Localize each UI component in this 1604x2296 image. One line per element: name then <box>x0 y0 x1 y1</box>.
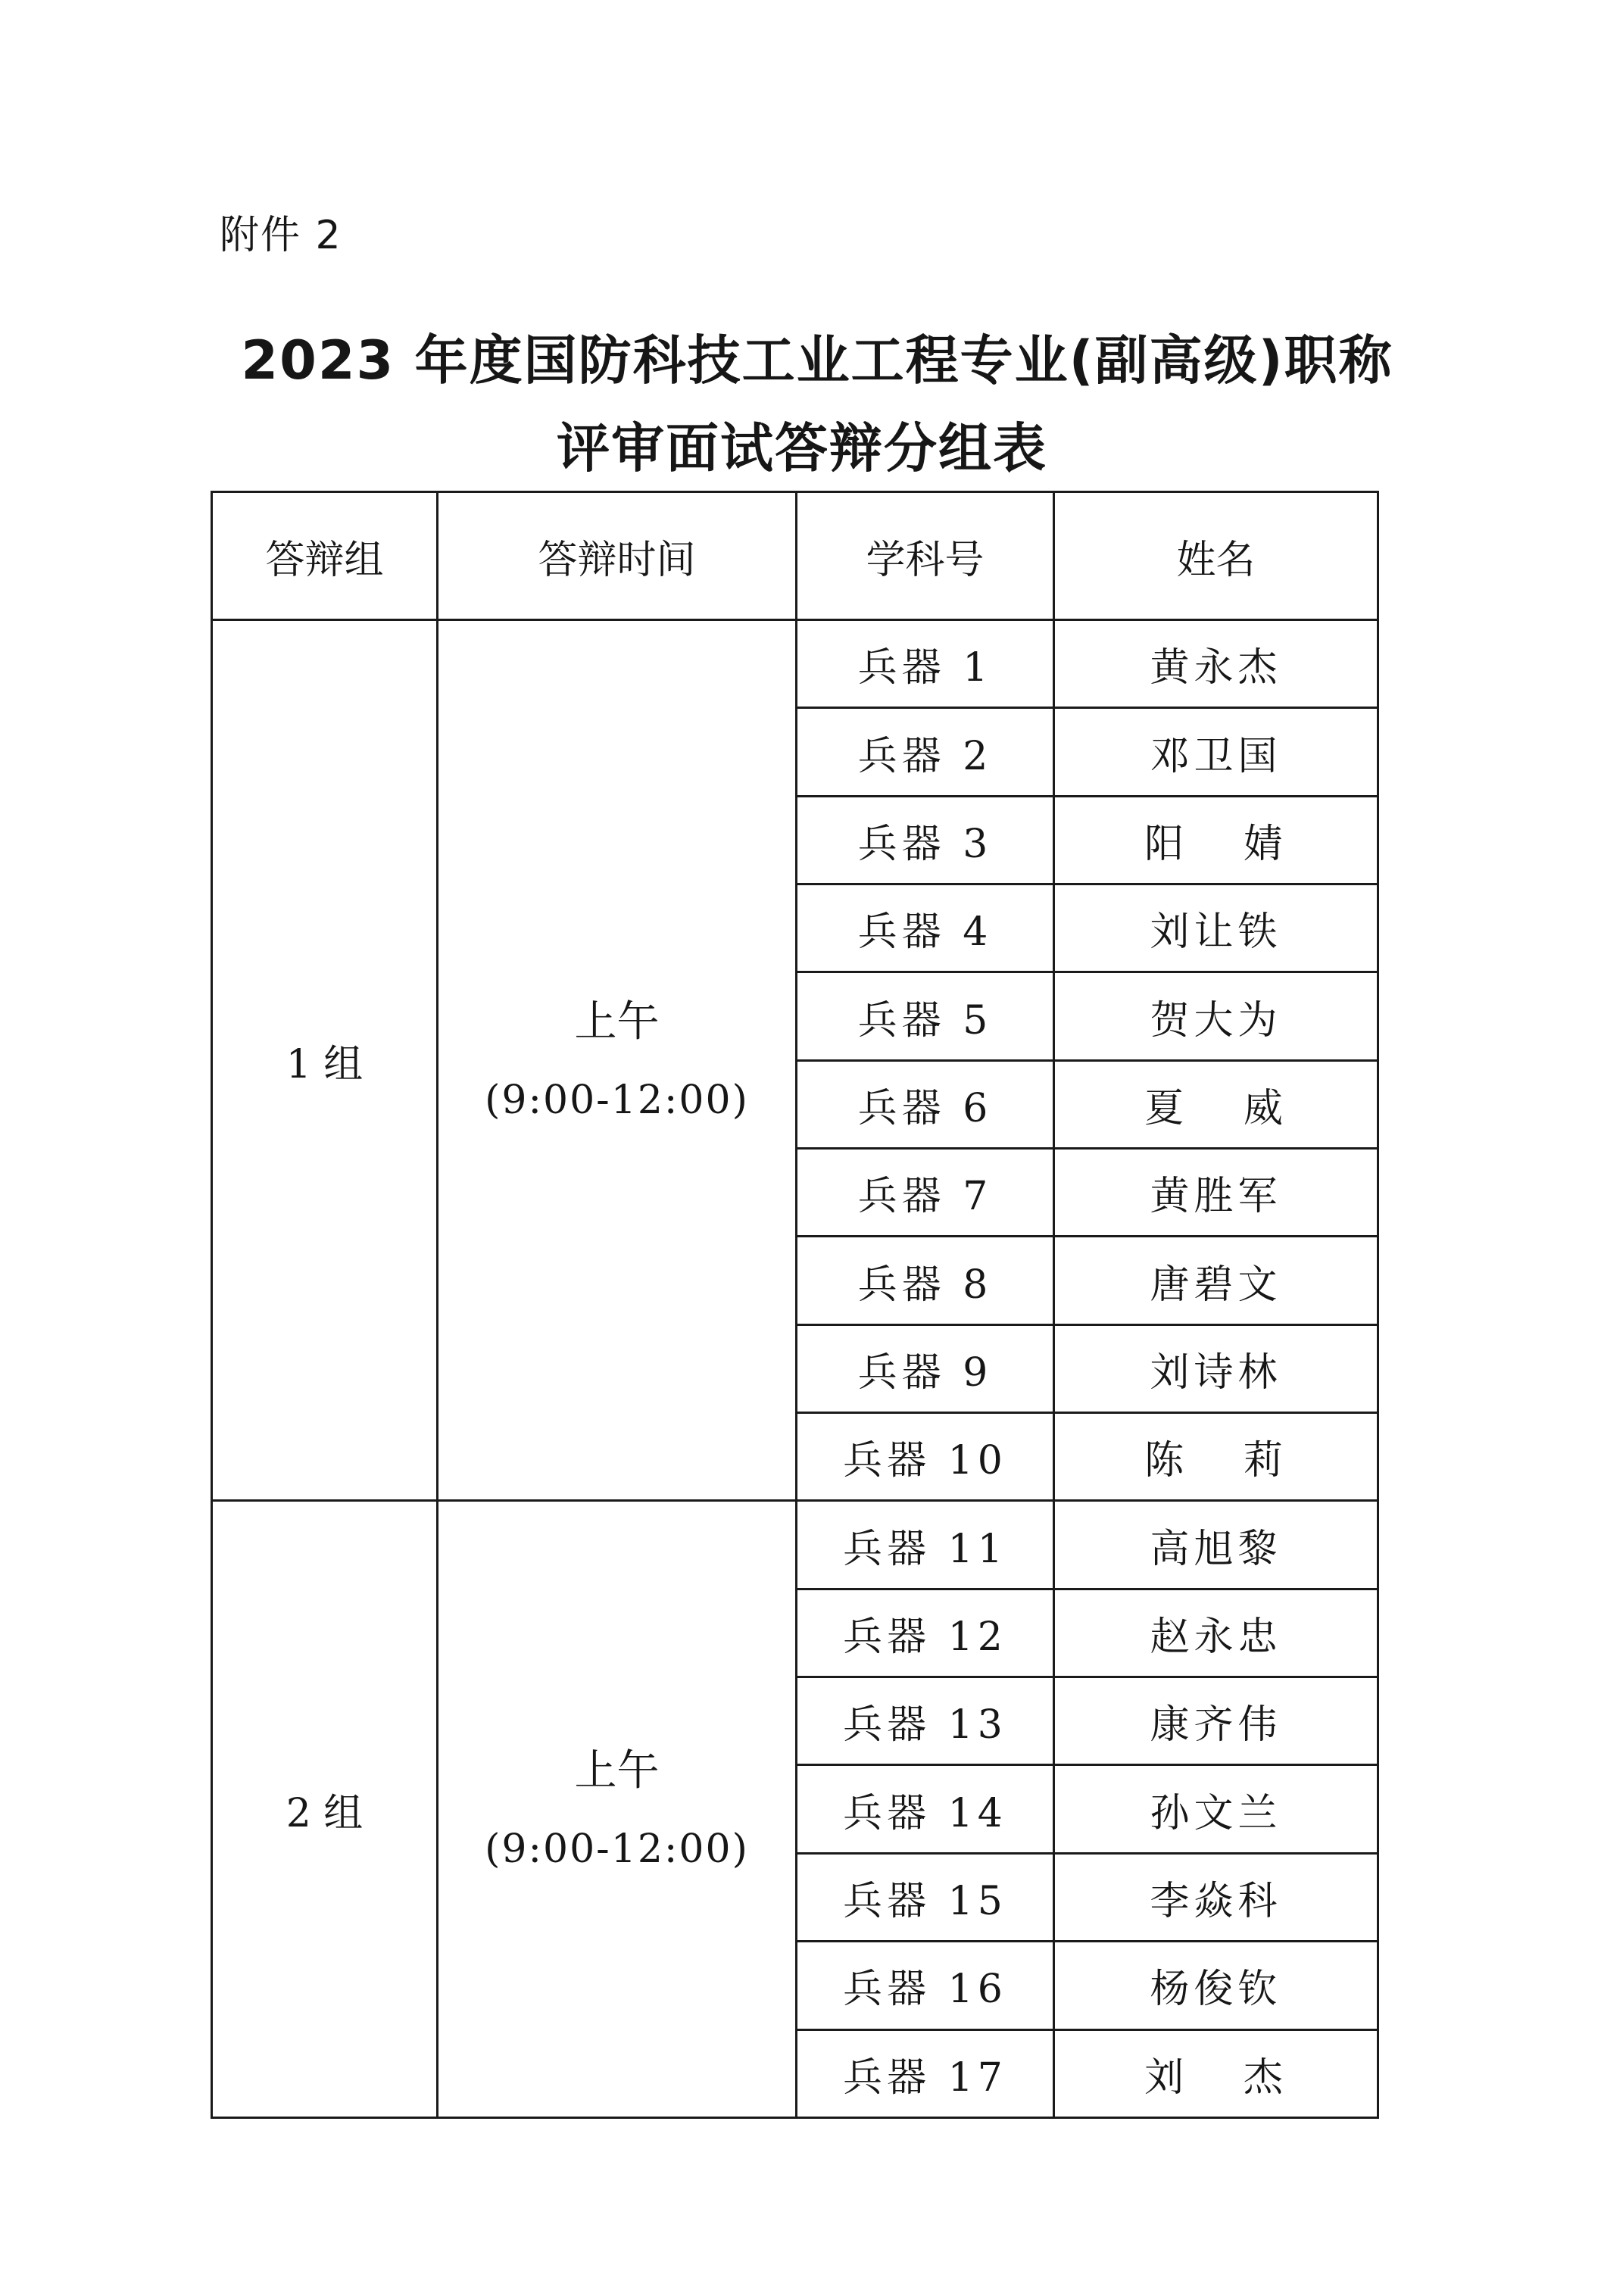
name-cell <box>1054 1942 1378 2029</box>
time-block <box>438 1745 795 1874</box>
subject-cell: 兵器 15 <box>797 1853 1054 1941</box>
name-part: 刘诗林 <box>1150 1349 1282 1396</box>
document-title-line1: 2023 年度国防科技工业工程专业(副高级)职称 <box>241 329 1393 392</box>
time-period: 上午 <box>574 1745 660 1795</box>
name-cell <box>1054 1589 1378 1677</box>
subject-cell: 兵器 7 <box>797 1149 1054 1237</box>
name-cell <box>1054 708 1378 796</box>
header-name: 姓名 <box>1054 492 1378 620</box>
subject-cell: 兵器 6 <box>797 1060 1054 1148</box>
time-cell <box>438 620 797 1501</box>
name-part: 陈 <box>1144 1438 1189 1484</box>
name-part: 黄永杰 <box>1150 645 1282 691</box>
time-period: 上午 <box>574 997 660 1047</box>
subject-cell: 兵器 5 <box>797 972 1054 1060</box>
name-part: 黄胜军 <box>1150 1174 1282 1220</box>
table-row <box>212 1501 1378 1589</box>
name-part: 杰 <box>1243 2054 1287 2101</box>
name-part: 刘让铁 <box>1150 909 1282 956</box>
subject-cell: 兵器 16 <box>797 1942 1054 2029</box>
time-range: (9:00-12:00) <box>485 1826 749 1872</box>
subject-cell: 兵器 14 <box>797 1765 1054 1853</box>
name-part: 孙文兰 <box>1150 1790 1282 1836</box>
subject-cell: 兵器 1 <box>797 620 1054 708</box>
name-part: 夏 <box>1144 1085 1189 1131</box>
header-time: 答辩时间 <box>438 492 797 620</box>
name-cell <box>1054 1501 1378 1589</box>
header-subject: 学科号 <box>797 492 1054 620</box>
name-part: 莉 <box>1243 1438 1287 1484</box>
name-part: 高旭黎 <box>1150 1526 1282 1572</box>
subject-cell: 兵器 3 <box>797 796 1054 884</box>
time-cell <box>438 1501 797 2118</box>
name-cell <box>1054 2029 1378 2118</box>
time-block <box>438 996 795 1125</box>
name-part: 贺大为 <box>1150 997 1282 1043</box>
name-part: 康齐伟 <box>1150 1702 1282 1749</box>
name-part: 刘 <box>1144 2054 1189 2101</box>
name-cell <box>1054 1237 1378 1324</box>
grouping-table <box>211 491 1379 2119</box>
subject-cell: 兵器 13 <box>797 1677 1054 1765</box>
subject-cell: 兵器 11 <box>797 1501 1054 1589</box>
group-cell: 1 组 <box>212 620 438 1501</box>
name-cell <box>1054 884 1378 972</box>
table-header-row <box>212 492 1378 620</box>
subject-cell: 兵器 17 <box>797 2029 1054 2118</box>
name-cell <box>1054 1677 1378 1765</box>
subject-cell: 兵器 9 <box>797 1324 1054 1412</box>
name-part: 阳 <box>1144 821 1189 867</box>
table-row <box>212 620 1378 708</box>
name-cell <box>1054 1060 1378 1148</box>
name-cell <box>1054 796 1378 884</box>
subject-cell: 兵器 8 <box>797 1237 1054 1324</box>
name-part: 威 <box>1243 1085 1287 1131</box>
subject-cell: 兵器 2 <box>797 708 1054 796</box>
subject-cell: 兵器 12 <box>797 1589 1054 1677</box>
attachment-label: 附件 2 <box>220 213 342 258</box>
header-group: 答辩组 <box>212 492 438 620</box>
subject-cell: 兵器 4 <box>797 884 1054 972</box>
group-cell: 2 组 <box>212 1501 438 2118</box>
subject-cell: 兵器 10 <box>797 1413 1054 1501</box>
name-cell <box>1054 972 1378 1060</box>
name-cell <box>1054 1413 1378 1501</box>
name-cell <box>1054 1765 1378 1853</box>
name-part: 杨俊钦 <box>1150 1967 1282 2013</box>
name-part: 婧 <box>1243 821 1287 867</box>
name-part: 唐碧文 <box>1150 1262 1282 1308</box>
table-body <box>212 620 1378 2118</box>
name-cell <box>1054 1853 1378 1941</box>
name-cell <box>1054 1149 1378 1237</box>
document-title-line2: 评审面试答辩分组表 <box>557 417 1047 479</box>
name-part: 邓卫国 <box>1150 733 1282 779</box>
name-cell <box>1054 620 1378 708</box>
time-range: (9:00-12:00) <box>485 1077 749 1123</box>
name-cell <box>1054 1324 1378 1412</box>
name-part: 李焱科 <box>1150 1878 1282 1924</box>
name-part: 赵永忠 <box>1150 1614 1282 1660</box>
